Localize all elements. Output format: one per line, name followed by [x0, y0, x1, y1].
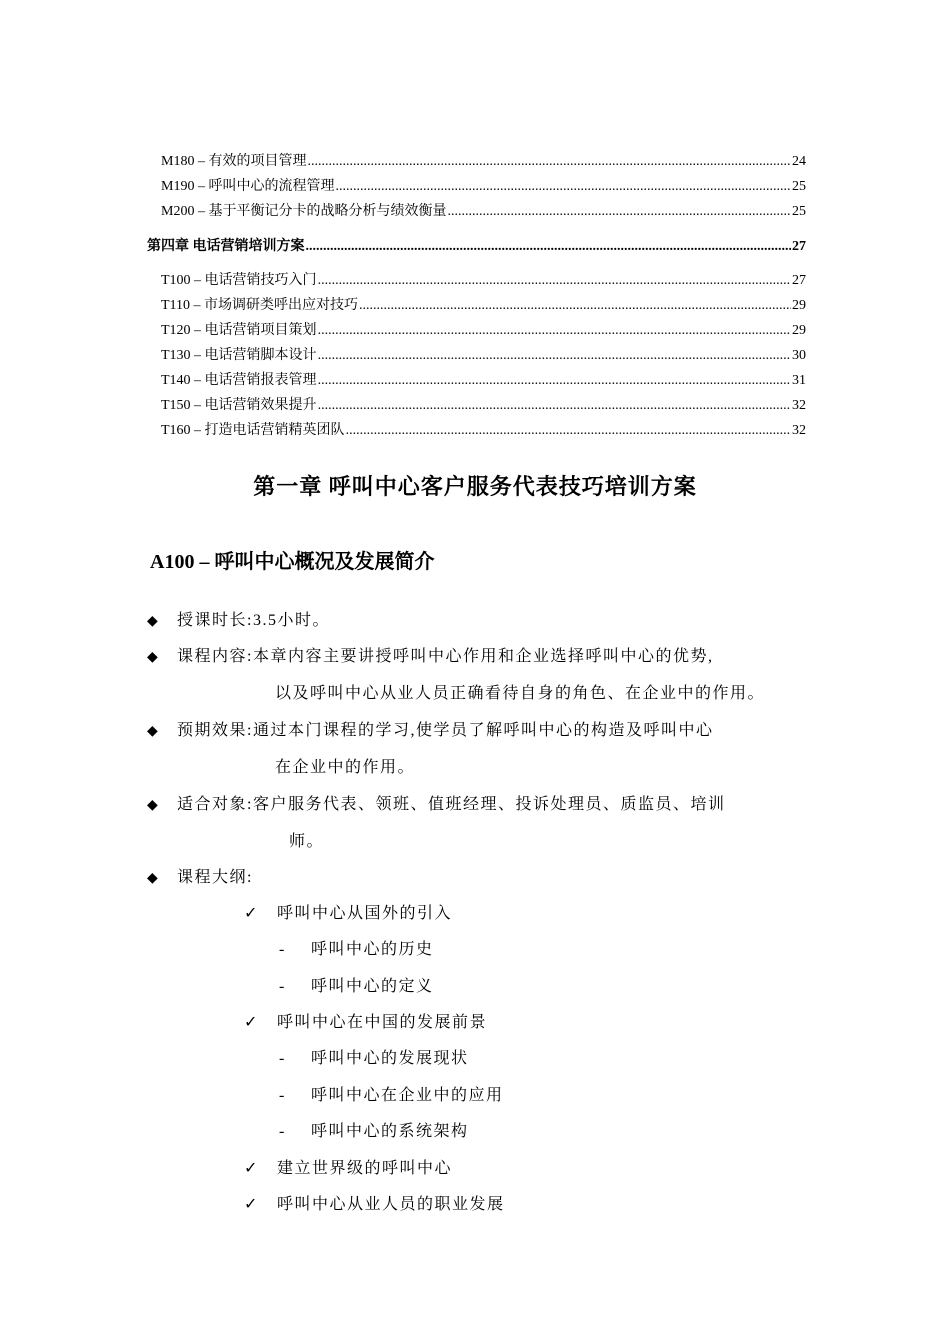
duration-value: 3.5小时。	[252, 612, 330, 629]
audience-text-line2: 师。	[289, 833, 325, 850]
outline-subitem	[279, 1114, 469, 1150]
toc-chapter-entry[interactable]	[147, 237, 806, 257]
toc-entry-page: 32	[792, 423, 806, 438]
checkmark-icon: ✓	[244, 1014, 259, 1031]
outline-subitem-text: 呼叫中心的发展现状	[311, 1050, 469, 1067]
outline-item-text: 建立世界级的呼叫中心	[277, 1160, 453, 1177]
duration-label: 授课时长:	[177, 612, 253, 629]
toc-entry-page: 29	[792, 298, 806, 313]
checkmark-icon: ✓	[244, 1196, 259, 1213]
toc-dot-leader	[335, 177, 791, 197]
outline-label: 课程大纲:	[177, 869, 253, 886]
outline-subitem-text: 呼叫中心在企业中的应用	[311, 1087, 504, 1104]
toc-entry[interactable]	[161, 177, 806, 197]
toc-entry[interactable]	[161, 396, 806, 416]
toc-dot-leader	[318, 271, 791, 291]
course-outline	[147, 860, 253, 897]
outline-subitem	[279, 1078, 504, 1114]
toc-entry-label: T100 – 电话营销技巧入门	[161, 273, 317, 288]
toc-dot-leader	[318, 371, 791, 391]
toc-dot-leader	[318, 346, 791, 366]
toc-dot-leader	[359, 296, 791, 316]
toc-entry[interactable]	[161, 152, 806, 172]
outline-subitem	[279, 969, 434, 1005]
outline-subitem	[279, 1041, 469, 1077]
toc-entry-page: 30	[792, 348, 806, 363]
toc-entry-label: T110 – 市场调研类呼出应对技巧	[161, 298, 359, 313]
diamond-bullet-icon: ◆	[147, 871, 160, 886]
course-duration	[147, 603, 330, 640]
toc-dot-leader	[306, 237, 792, 257]
toc-entry[interactable]	[161, 346, 806, 366]
toc-entry-label: T140 – 电话营销报表管理	[161, 373, 317, 388]
content-text-line2: 以及呼叫中心从业人员正确看待自身的角色、在企业中的作用。	[275, 685, 766, 702]
outline-item-text: 呼叫中心从业人员的职业发展	[277, 1196, 505, 1213]
outline-item	[244, 1151, 452, 1187]
effect-label: 预期效果:	[177, 722, 253, 739]
toc-entry[interactable]	[161, 296, 806, 316]
outline-item	[244, 896, 452, 932]
toc-entry-label: 第四章 电话营销培训方案	[147, 239, 305, 254]
toc-entry[interactable]	[161, 202, 806, 222]
toc-entry[interactable]	[161, 321, 806, 341]
diamond-bullet-icon: ◆	[147, 614, 160, 629]
course-content	[147, 639, 713, 676]
toc-dot-leader	[318, 321, 791, 341]
dash-bullet-icon: -	[279, 1050, 286, 1067]
dash-bullet-icon: -	[279, 978, 286, 995]
toc-entry-label: T120 – 电话营销项目策划	[161, 323, 317, 338]
toc-entry-page: 27	[792, 239, 806, 254]
toc-entry-label: T130 – 电话营销脚本设计	[161, 348, 317, 363]
toc-entry-page: 31	[792, 373, 806, 388]
effect-text-line1: 通过本门课程的学习,使学员了解呼叫中心的构造及呼叫中心	[252, 722, 714, 739]
toc-entry-page: 24	[792, 154, 806, 169]
outline-item-text: 呼叫中心从国外的引入	[277, 905, 453, 922]
toc-entry-label: M190 – 呼叫中心的流程管理	[161, 179, 335, 194]
checkmark-icon: ✓	[244, 1160, 259, 1177]
toc-dot-leader	[346, 421, 791, 441]
toc-entry-label: M180 – 有效的项目管理	[161, 154, 307, 169]
toc-dot-leader	[447, 202, 791, 222]
toc-entry-label: T160 – 打造电话营销精英团队	[161, 423, 345, 438]
outline-subitem	[279, 932, 434, 968]
toc-entry[interactable]	[161, 371, 806, 391]
audience-label: 适合对象:	[177, 796, 253, 813]
section-title: A100 – 呼叫中心概况及发展简介	[150, 551, 435, 573]
outline-item	[244, 1005, 487, 1041]
toc-dot-leader	[307, 152, 791, 172]
outline-item-text: 呼叫中心在中国的发展前景	[277, 1014, 488, 1031]
toc-dot-leader	[318, 396, 791, 416]
toc-entry-page: 25	[792, 179, 806, 194]
toc-entry-page: 25	[792, 204, 806, 219]
diamond-bullet-icon: ◆	[147, 798, 160, 813]
outline-subitem-text: 呼叫中心的历史	[311, 941, 434, 958]
toc-entry-page: 32	[792, 398, 806, 413]
course-effect	[147, 713, 713, 750]
toc-entry-page: 29	[792, 323, 806, 338]
course-audience	[147, 787, 725, 824]
toc-entry-label: T150 – 电话营销效果提升	[161, 398, 317, 413]
checkmark-icon: ✓	[244, 905, 259, 922]
toc-entry[interactable]	[161, 271, 806, 291]
audience-text-line1: 客户服务代表、领班、值班经理、投诉处理员、质监员、培训	[252, 796, 726, 813]
dash-bullet-icon: -	[279, 1087, 286, 1104]
outline-item	[244, 1187, 505, 1223]
outline-subitem-text: 呼叫中心的定义	[311, 978, 434, 995]
outline-subitem-text: 呼叫中心的系统架构	[311, 1123, 469, 1140]
toc-entry-label: M200 – 基于平衡记分卡的战略分析与绩效衡量	[161, 204, 447, 219]
dash-bullet-icon: -	[279, 941, 286, 958]
dash-bullet-icon: -	[279, 1123, 286, 1140]
content-text-line1: 本章内容主要讲授呼叫中心作用和企业选择呼叫中心的优势,	[252, 648, 714, 665]
toc-entry-page: 27	[792, 273, 806, 288]
toc-entry[interactable]	[161, 421, 806, 441]
content-label: 课程内容:	[177, 648, 253, 665]
diamond-bullet-icon: ◆	[147, 650, 160, 665]
effect-text-line2: 在企业中的作用。	[275, 759, 416, 776]
chapter-title: 第一章 呼叫中心客户服务代表技巧培训方案	[253, 474, 697, 499]
diamond-bullet-icon: ◆	[147, 724, 160, 739]
